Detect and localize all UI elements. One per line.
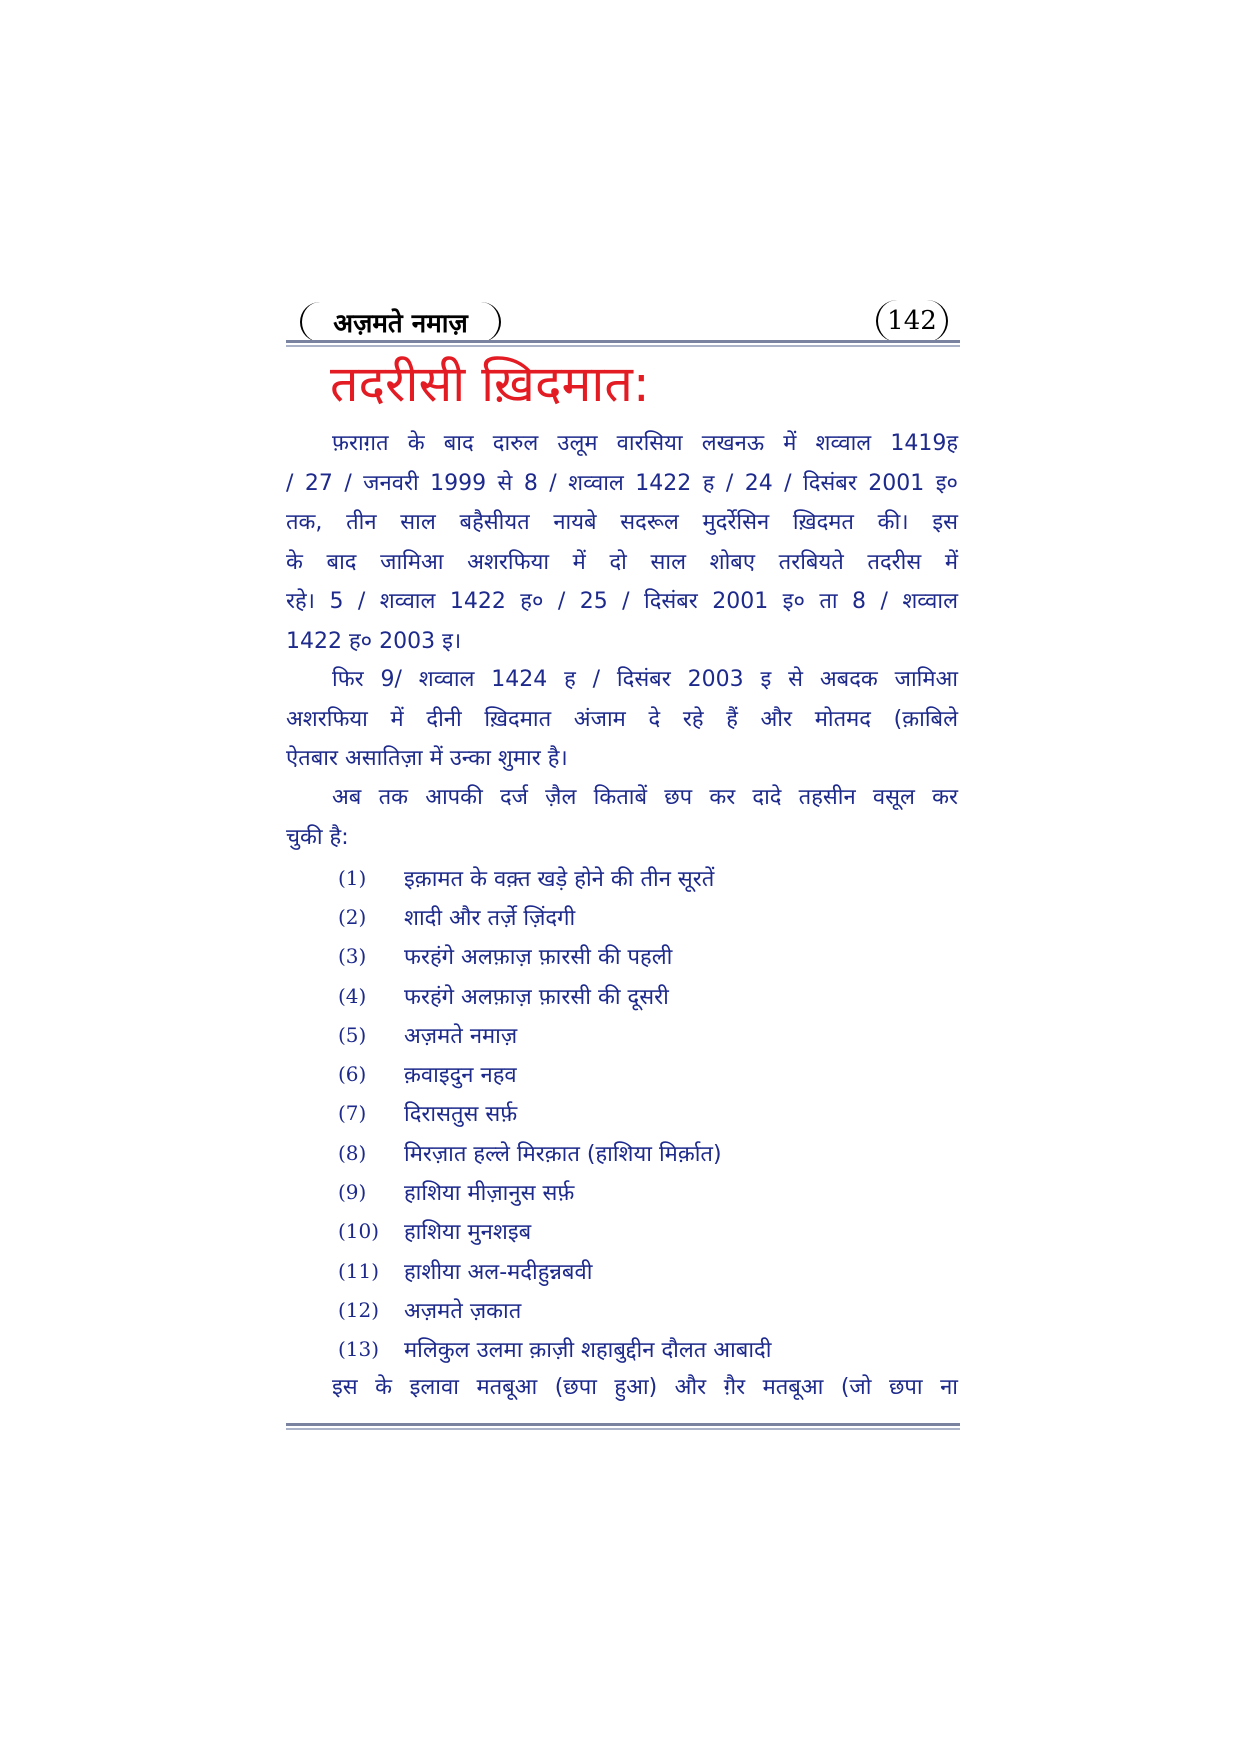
paragraph-line: रहे। 5 / शव्वाल 1422 ह० / 25 / दिसंबर 2001 इ० ता 8 / शव्वाल bbox=[286, 589, 958, 614]
paragraph-3 bbox=[286, 778, 958, 857]
book-title-item: हाशीया अल-मदीहुन्नबवी bbox=[404, 1259, 593, 1285]
list-number: (9) bbox=[338, 1180, 367, 1205]
book-title-item: इक़ामत के वक़्त खड़े होने की तीन सूरतें bbox=[404, 866, 715, 892]
book-title-item: अज़मते नमाज़ bbox=[404, 1023, 518, 1049]
list-number: (3) bbox=[338, 944, 367, 969]
list-number: (5) bbox=[338, 1022, 367, 1047]
list-number: (6) bbox=[338, 1062, 367, 1087]
book-title-item: फरहंगे अलफ़ाज़ फ़ारसी की पहली bbox=[404, 945, 673, 971]
header-rule-thin bbox=[286, 345, 960, 347]
list-item bbox=[338, 1290, 938, 1329]
book-title-item: मलिकुल उलमा क़ाज़ी शहाबुद्दीन दौलत आबादी bbox=[404, 1338, 772, 1364]
list-number: (8) bbox=[338, 1140, 367, 1165]
book-title-item: क़वाइदुन नहव bbox=[404, 1063, 517, 1089]
running-header-title bbox=[300, 302, 501, 342]
list-item bbox=[338, 1015, 938, 1054]
paragraph-4 bbox=[286, 1368, 958, 1408]
list-item bbox=[338, 1251, 938, 1290]
paragraph-line: 1422 ह० 2003 इ। bbox=[286, 628, 462, 654]
section-title: तदरीसी ख़िदमात: bbox=[330, 355, 650, 413]
book-title-item: हाशिया मीज़ानुस सर्फ़ bbox=[404, 1181, 575, 1207]
list-number: (7) bbox=[338, 1101, 367, 1126]
paragraph-line: फिर 9/ शव्वाल 1424 ह / दिसंबर 2003 इ से अबदक जामिआ bbox=[332, 667, 958, 692]
list-number: (2) bbox=[338, 904, 367, 929]
list-number: (1) bbox=[338, 865, 367, 890]
book-title-item: अज़मते ज़कात bbox=[404, 1298, 522, 1324]
list-number: (13) bbox=[338, 1337, 380, 1362]
list-item bbox=[338, 1172, 938, 1211]
list-item bbox=[338, 1094, 938, 1133]
paragraph-line: ऐतबार असातिज़ा में उन्का शुमार है। bbox=[286, 746, 568, 771]
list-number: (10) bbox=[338, 1219, 380, 1244]
page-number-badge bbox=[876, 300, 948, 342]
book-title-item: हाशिया मुनशइब bbox=[404, 1220, 532, 1246]
paragraph-2 bbox=[286, 660, 958, 779]
list-number: (11) bbox=[338, 1258, 380, 1283]
paragraph-1 bbox=[286, 424, 958, 661]
header-rule bbox=[286, 340, 960, 343]
list-item bbox=[338, 1054, 938, 1093]
list-item bbox=[338, 976, 938, 1015]
list-item bbox=[338, 1133, 938, 1172]
paragraph-line: फ़राग़त के बाद दारुल उलूम वारसिया लखनऊ में शव्वाल 1419ह bbox=[332, 431, 958, 456]
list-item bbox=[338, 858, 938, 897]
paragraph-line: अशरफिया में दीनी ख़िदमात अंजाम दे रहे हैं और मोतमद (क़ाबिले bbox=[286, 706, 958, 732]
list-item bbox=[338, 1330, 938, 1369]
page-number: 142 bbox=[887, 306, 937, 336]
paragraph-line: के बाद जामिआ अशरफिया में दो साल शोबए तरबियते तदरीस में bbox=[286, 549, 958, 575]
book-title-item: शादी और तर्ज़े ज़िंदगी bbox=[404, 905, 576, 931]
list-number: (4) bbox=[338, 983, 367, 1008]
list-number: (12) bbox=[338, 1297, 380, 1322]
list-item bbox=[338, 1212, 938, 1251]
paragraph-line: / 27 / जनवरी 1999 से 8 / शव्वाल 1422 ह / 24 / दिसंबर 2001 इ० bbox=[286, 470, 958, 496]
paragraph-line: चुकी है: bbox=[286, 824, 349, 850]
list-item bbox=[338, 897, 938, 936]
book-title-item: दिरासतुस सर्फ़ bbox=[404, 1102, 518, 1128]
paragraph-line: तक, तीन साल बहैसीयत नायबे सदरूल मुदर्रेसिन ख़िदमत की। इस bbox=[286, 510, 958, 535]
book-title-item: फरहंगे अलफ़ाज़ फ़ारसी की दूसरी bbox=[404, 984, 669, 1010]
paragraph-line: अब तक आपकी दर्ज ज़ैल किताबें छप कर दादे तहसीन वसूल कर bbox=[332, 785, 958, 810]
book-title: अज़मते नमाज़ bbox=[333, 309, 468, 339]
footer-rule-thin bbox=[286, 1428, 960, 1430]
book-list bbox=[338, 858, 938, 1369]
paragraph-line: इस के इलावा मतबूआ (छपा हुआ) और ग़ैर मतबूआ (जो छपा ना bbox=[332, 1375, 958, 1400]
book-title-item: मिरज़ात हल्ले मिरक़ात (हाशिया मिर्क़ात) bbox=[404, 1141, 722, 1167]
footer-rule bbox=[286, 1423, 960, 1426]
list-item bbox=[338, 937, 938, 976]
